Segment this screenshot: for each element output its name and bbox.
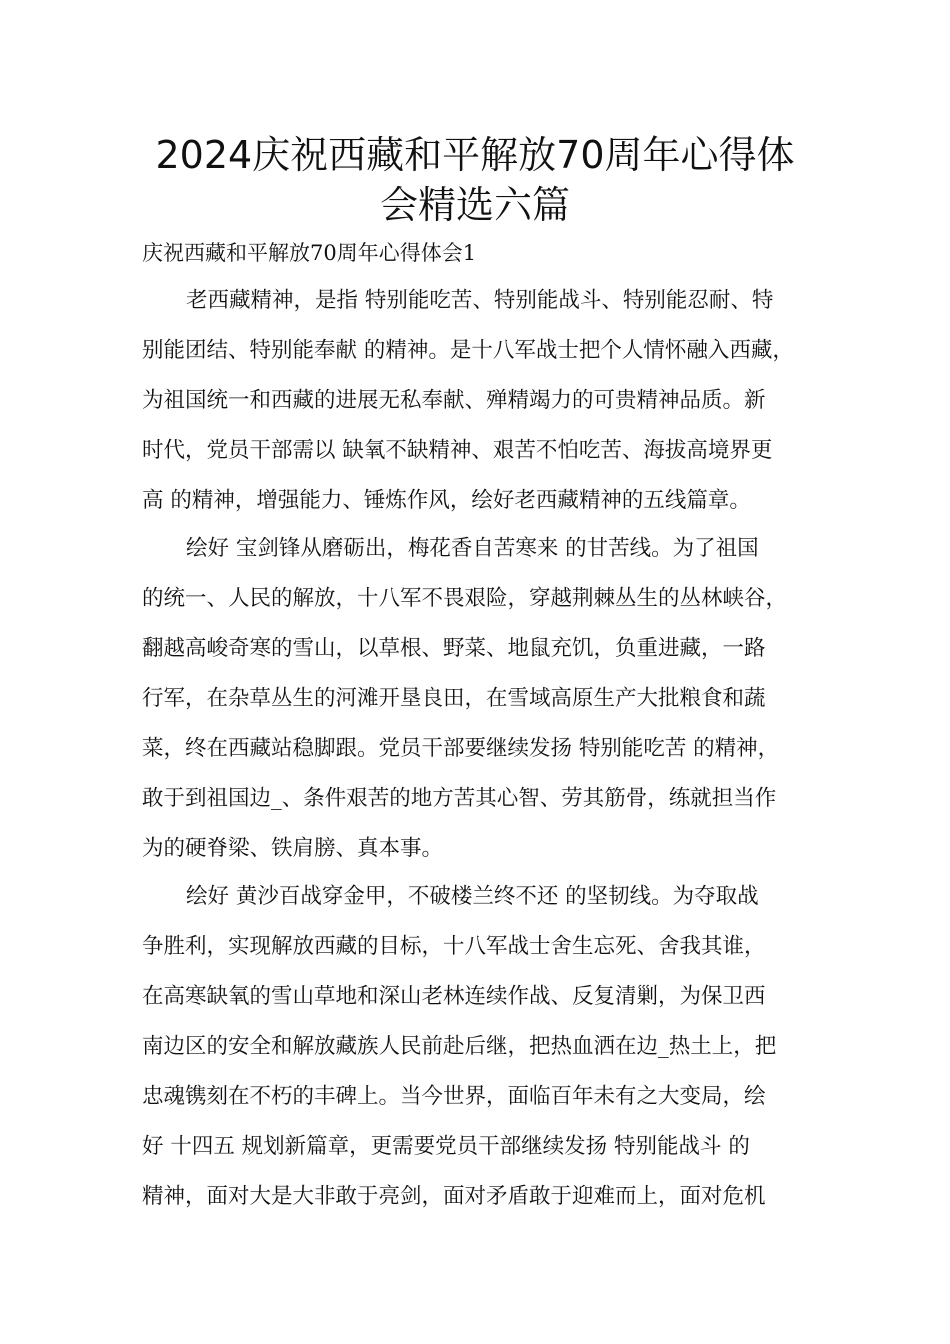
paragraph-line: 为的硬脊梁、铁肩膀、真本事。 bbox=[142, 836, 444, 861]
paragraph-line: 绘好 宝剑锋从磨砺出，梅花香自苦寒来 的甘苦线。为了祖国 bbox=[186, 536, 759, 561]
section-heading: 庆祝西藏和平解放70周年心得体会1 bbox=[142, 241, 477, 265]
paragraph-line: 南边区的安全和解放藏族人民前赴后继，把热血洒在边_热土上，把 bbox=[142, 1034, 777, 1059]
paragraph-line: 菜，终在西藏站稳脚跟。党员干部要继续发扬 特别能吃苦 的精神， bbox=[142, 736, 780, 761]
paragraph-line: 翻越高峻奇寒的雪山，以草根、野菜、地鼠充饥，负重进藏，一路 bbox=[142, 636, 766, 661]
paragraph-line: 在高寒缺氧的雪山草地和深山老林连续作战、反复清剿，为保卫西 bbox=[142, 984, 766, 1009]
paragraph-2 bbox=[142, 524, 822, 874]
paragraph-line: 争胜利，实现解放西藏的目标，十八军战士舍生忘死、舍我其谁， bbox=[142, 934, 766, 959]
paragraph-line: 好 十四五 规划新篇章，更需要党员干部继续发扬 特别能战斗 的 bbox=[142, 1134, 750, 1159]
paragraph-line: 高 的精神，增强能力、锤炼作风，绘好老西藏精神的五线篇章。 bbox=[142, 488, 751, 513]
paragraph-line: 的统一、人民的解放，十八军不畏艰险，穿越荆棘丛生的丛林峡谷， bbox=[142, 586, 788, 611]
paragraph-line: 忠魂镌刻在不朽的丰碑上。当今世界，面临百年未有之大变局，绘 bbox=[142, 1084, 766, 1109]
paragraph-line: 老西藏精神，是指 特别能吃苦、特别能战斗、特别能忍耐、特 bbox=[186, 288, 774, 313]
paragraph-line: 为祖国统一和西藏的进展无私奉献、殚精竭力的可贵精神品质。新 bbox=[142, 388, 766, 413]
paragraph-line: 精神，面对大是大非敢于亮剑，面对矛盾敢于迎难而上，面对危机 bbox=[142, 1184, 766, 1209]
paragraph-line: 绘好 黄沙百战穿金甲，不破楼兰终不还 的坚韧线。为夺取战 bbox=[186, 884, 759, 909]
paragraph-line: 时代，党员干部需以 缺氧不缺精神、艰苦不怕吃苦、海拔高境界更 bbox=[142, 438, 773, 463]
paragraph-line: 别能团结、特别能奉献 的精神。是十八军战士把个人情怀融入西藏， bbox=[142, 338, 794, 363]
paragraph-line: 敢于到祖国边_、条件艰苦的地方苦其心智、劳其筋骨，练就担当作 bbox=[142, 786, 777, 811]
title-line-1: 2024庆祝西藏和平解放70周年心得体 bbox=[155, 133, 795, 177]
paragraph-1 bbox=[142, 276, 822, 526]
title-line-2: 会精选六篇 bbox=[379, 183, 570, 227]
paragraph-line: 行军，在杂草丛生的河滩开垦良田，在雪域高原生产大批粮食和蔬 bbox=[142, 686, 766, 711]
document-title bbox=[100, 130, 850, 230]
paragraph-3 bbox=[142, 872, 822, 1222]
